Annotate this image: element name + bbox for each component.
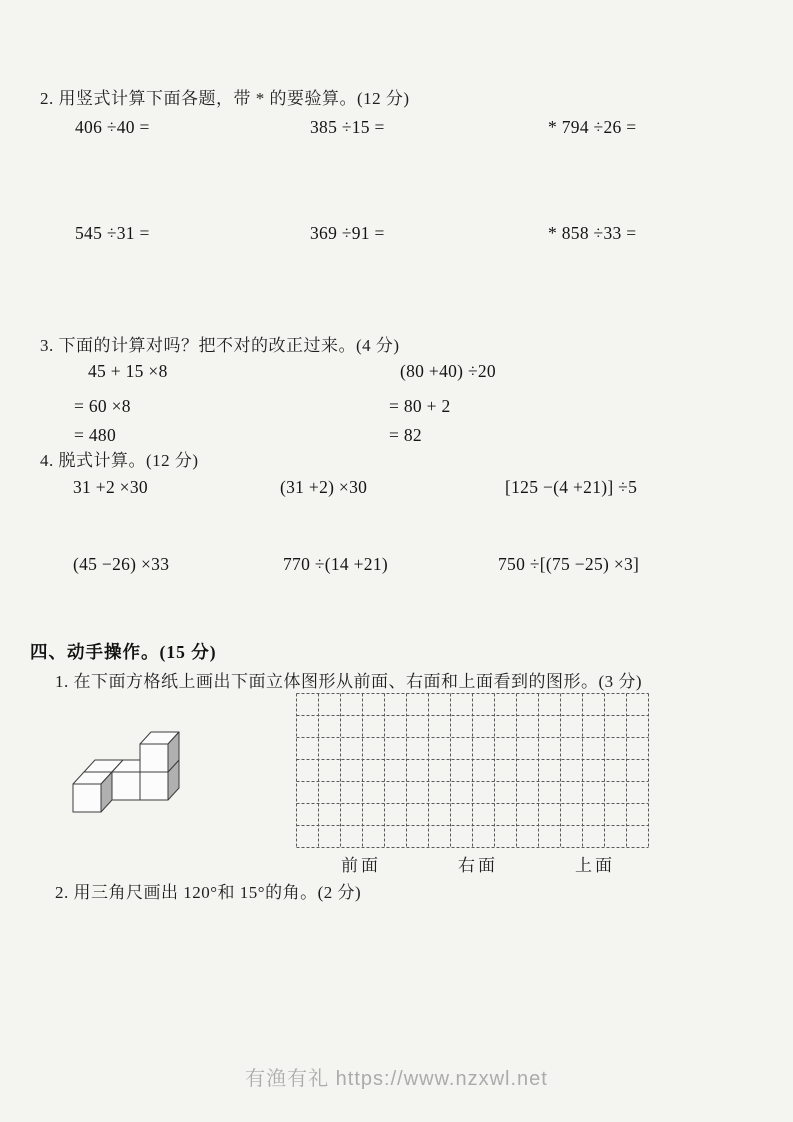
formula-369-div-91: 369 ÷91 = xyxy=(310,223,385,243)
section-four-item1: 1. 在下面方格纸上画出下面立体图形从前面、右面和上面看到的图形。(3 分) xyxy=(55,672,643,691)
formula-31-plus-2x30: 31 +2 ×30 xyxy=(73,477,148,497)
section2-title: 2. 用竖式计算下面各题，带 * 的要验算。(12 分) xyxy=(40,89,410,108)
formula-858-div-33: * 858 ÷33 = xyxy=(548,223,637,243)
formula-31-plus-2-x30: (31 +2) ×30 xyxy=(280,477,368,497)
section-four-title: 四、动手操作。(15 分) xyxy=(30,642,217,662)
worked-solution-left-line2: = 60 ×8 xyxy=(74,396,131,416)
formula-125-minus-4plus21-div5: [125 −(4 +21)] ÷5 xyxy=(505,477,638,497)
formula-45-minus-26-x33: (45 −26) ×33 xyxy=(73,554,170,574)
section-four-item2: 2. 用三角尺画出 120°和 15°的角。(2 分) xyxy=(55,883,362,902)
grid-paper-svg xyxy=(296,693,649,848)
view-label-front: 前面 xyxy=(341,856,381,875)
site-watermark: 有渔有礼 https://www.nzxwl.net xyxy=(245,1068,548,1090)
worked-solution-right-line1: (80 +40) ÷20 xyxy=(400,361,496,381)
formula-385-div-15: 385 ÷15 = xyxy=(310,117,385,137)
worked-solution-left-line3: = 480 xyxy=(74,425,116,445)
cube-figure xyxy=(68,727,193,827)
view-label-right: 右面 xyxy=(458,856,498,875)
section4-title: 4. 脱式计算。(12 分) xyxy=(40,451,199,470)
cube-figure-svg xyxy=(68,727,193,827)
worked-solution-right-line2: = 80 + 2 xyxy=(389,396,451,416)
formula-406-div-40: 406 ÷40 = xyxy=(75,117,150,137)
grid-paper xyxy=(296,693,649,848)
formula-794-div-26: * 794 ÷26 = xyxy=(548,117,637,137)
formula-750-div-75minus25-x3: 750 ÷[(75 −25) ×3] xyxy=(498,554,640,574)
grid-lines xyxy=(297,694,649,848)
section3-title: 3. 下面的计算对吗？把不对的改正过来。(4 分) xyxy=(40,336,400,355)
formula-770-div-14plus21: 770 ÷(14 +21) xyxy=(283,554,389,574)
view-label-top: 上面 xyxy=(575,856,615,875)
worked-solution-left-line1: 45 + 15 ×8 xyxy=(88,361,168,381)
worked-solution-right-line3: = 82 xyxy=(389,425,422,445)
formula-545-div-31: 545 ÷31 = xyxy=(75,223,150,243)
